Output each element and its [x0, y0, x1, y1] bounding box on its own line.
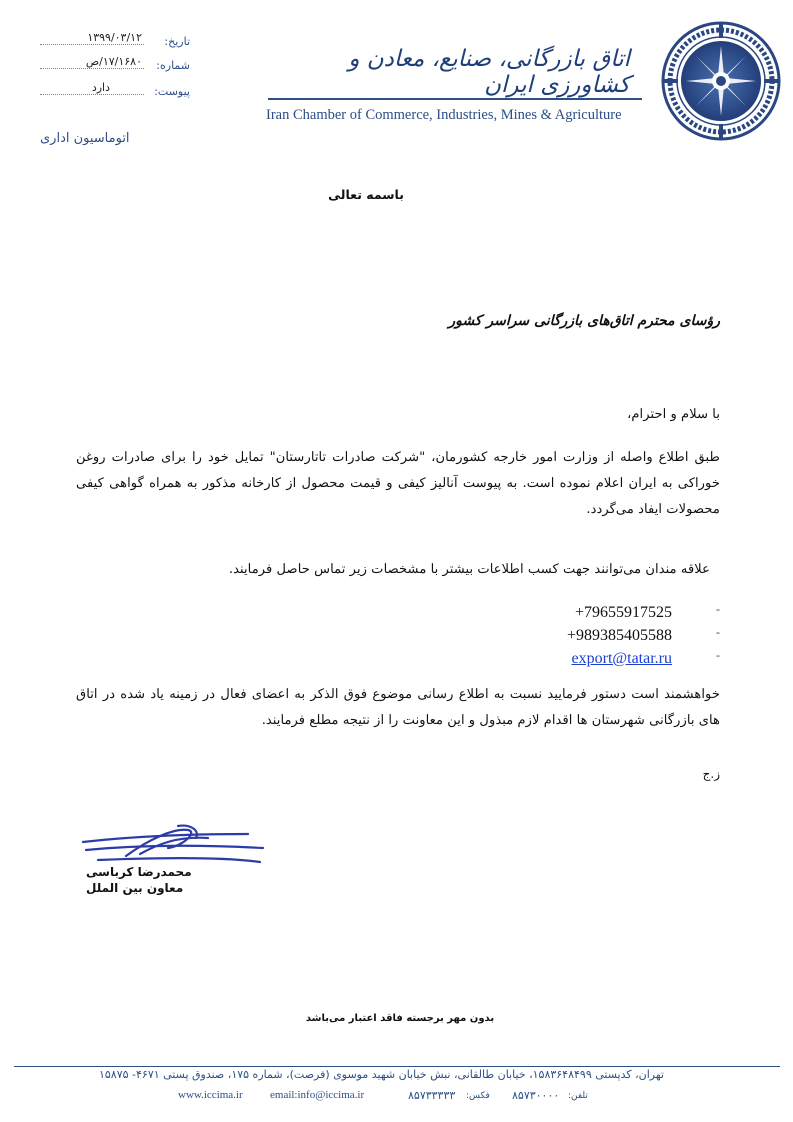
signatory-name: محمدرضا کرباسی — [86, 865, 192, 879]
fax-number: ۸۵۷۳۳۳۳۳ — [408, 1089, 456, 1102]
contact-item — [540, 627, 720, 650]
phone-number: ۸۵۷۳۰۰۰۰ — [512, 1089, 560, 1102]
website-link[interactable]: www.iccima.ir — [178, 1089, 243, 1101]
paragraph-2: علاقه مندان می‌توانند جهت کسب اطلاعات بیشتر با مشخصات زیر تماس حاصل فرمایند. — [228, 562, 710, 577]
attachment-row — [40, 81, 190, 101]
phone-label: تلفن: — [568, 1091, 588, 1101]
footer-email[interactable]: email:info@iccima.ir — [270, 1089, 365, 1101]
stamp-validity-note: بدون مهر برجسته فاقد اعتبار می‌باشد — [305, 1013, 495, 1024]
paragraph-1: طبق اطلاع واصله از وزارت امور خارجه کشورمان، "شرکت صادرات تاتارستان" تمایل خود را برای صادرات روغن خوراکی به ایران اعلام نموده است. به پیوست آنالیز کیفی و قیمت محصول از کارخانه مذکور به همراه گواهی کیفی محصولات ایفاد می‌گردد. — [76, 450, 720, 517]
number-value: ۱۷/۱۶۸۰/ص — [85, 55, 142, 68]
footer-address: تهران، کدپستی ۱۵۸۳۶۴۸۴۹۹، خیابان طالقانی، نبش خیابان شهید موسوی (فرصت)، شماره ۱۷۵، صندوق پستی ۴۶۷۱- ۱۵۸۷۵ — [98, 1068, 664, 1081]
chamber-persian-name: اتاق بازرگانی، صنایع، معادن و کشاورزی ایران — [348, 46, 630, 98]
contact-item — [540, 604, 720, 627]
header-divider — [268, 98, 642, 100]
date-value: ۱۳۹۹/۰۳/۱۲ — [87, 31, 142, 44]
attachment-dotted-line — [40, 94, 144, 95]
attachment-value: دارد — [91, 81, 110, 94]
date-label: تاریخ: — [164, 35, 190, 48]
date-row — [40, 31, 190, 51]
phone-number-2: +989385405588 — [566, 627, 672, 644]
email-link[interactable]: export@tatar.ru — [571, 650, 672, 667]
date-dotted-line — [40, 44, 144, 45]
invocation: باسمه تعالی — [328, 187, 404, 202]
number-row — [40, 55, 190, 75]
attachment-label: پیوست: — [154, 85, 190, 98]
paragraph-3: خواهشمند است دستور فرمایید نسبت به اطلاع رسانی موضوع فوق الذکر به اعضای فعال در زمینه یاد شده در اتاق های بازرگانی شهرستان ها اقدام لازم مبذول و این معاونت را از نتیجه مطلع فرمایند. — [76, 687, 720, 728]
number-dotted-line — [40, 68, 144, 69]
office-automation-label: اتوماسیون اداری — [40, 131, 130, 146]
contact-list — [540, 604, 720, 673]
handwritten-signature — [78, 820, 268, 870]
contact-item — [540, 650, 720, 673]
phone-number-1: +79655917525 — [574, 604, 672, 621]
chamber-english-name: Iran Chamber of Commerce, Industries, Mines & Agriculture — [266, 107, 622, 123]
initials: ز.ج — [702, 767, 720, 781]
signatory-title: معاون بین الملل — [86, 881, 184, 895]
addressee: رؤسای محترم اتاق‌های بازرگانی سراسر کشور — [448, 313, 720, 329]
iccima-logo — [660, 20, 782, 142]
bullet-dash: - — [716, 648, 720, 662]
greeting: با سلام و احترام، — [627, 407, 720, 422]
bullet-dash: - — [716, 602, 720, 616]
fax-label: فکس: — [466, 1091, 490, 1101]
footer-divider — [14, 1066, 780, 1067]
bullet-dash: - — [716, 625, 720, 639]
number-label: شماره: — [156, 59, 190, 72]
